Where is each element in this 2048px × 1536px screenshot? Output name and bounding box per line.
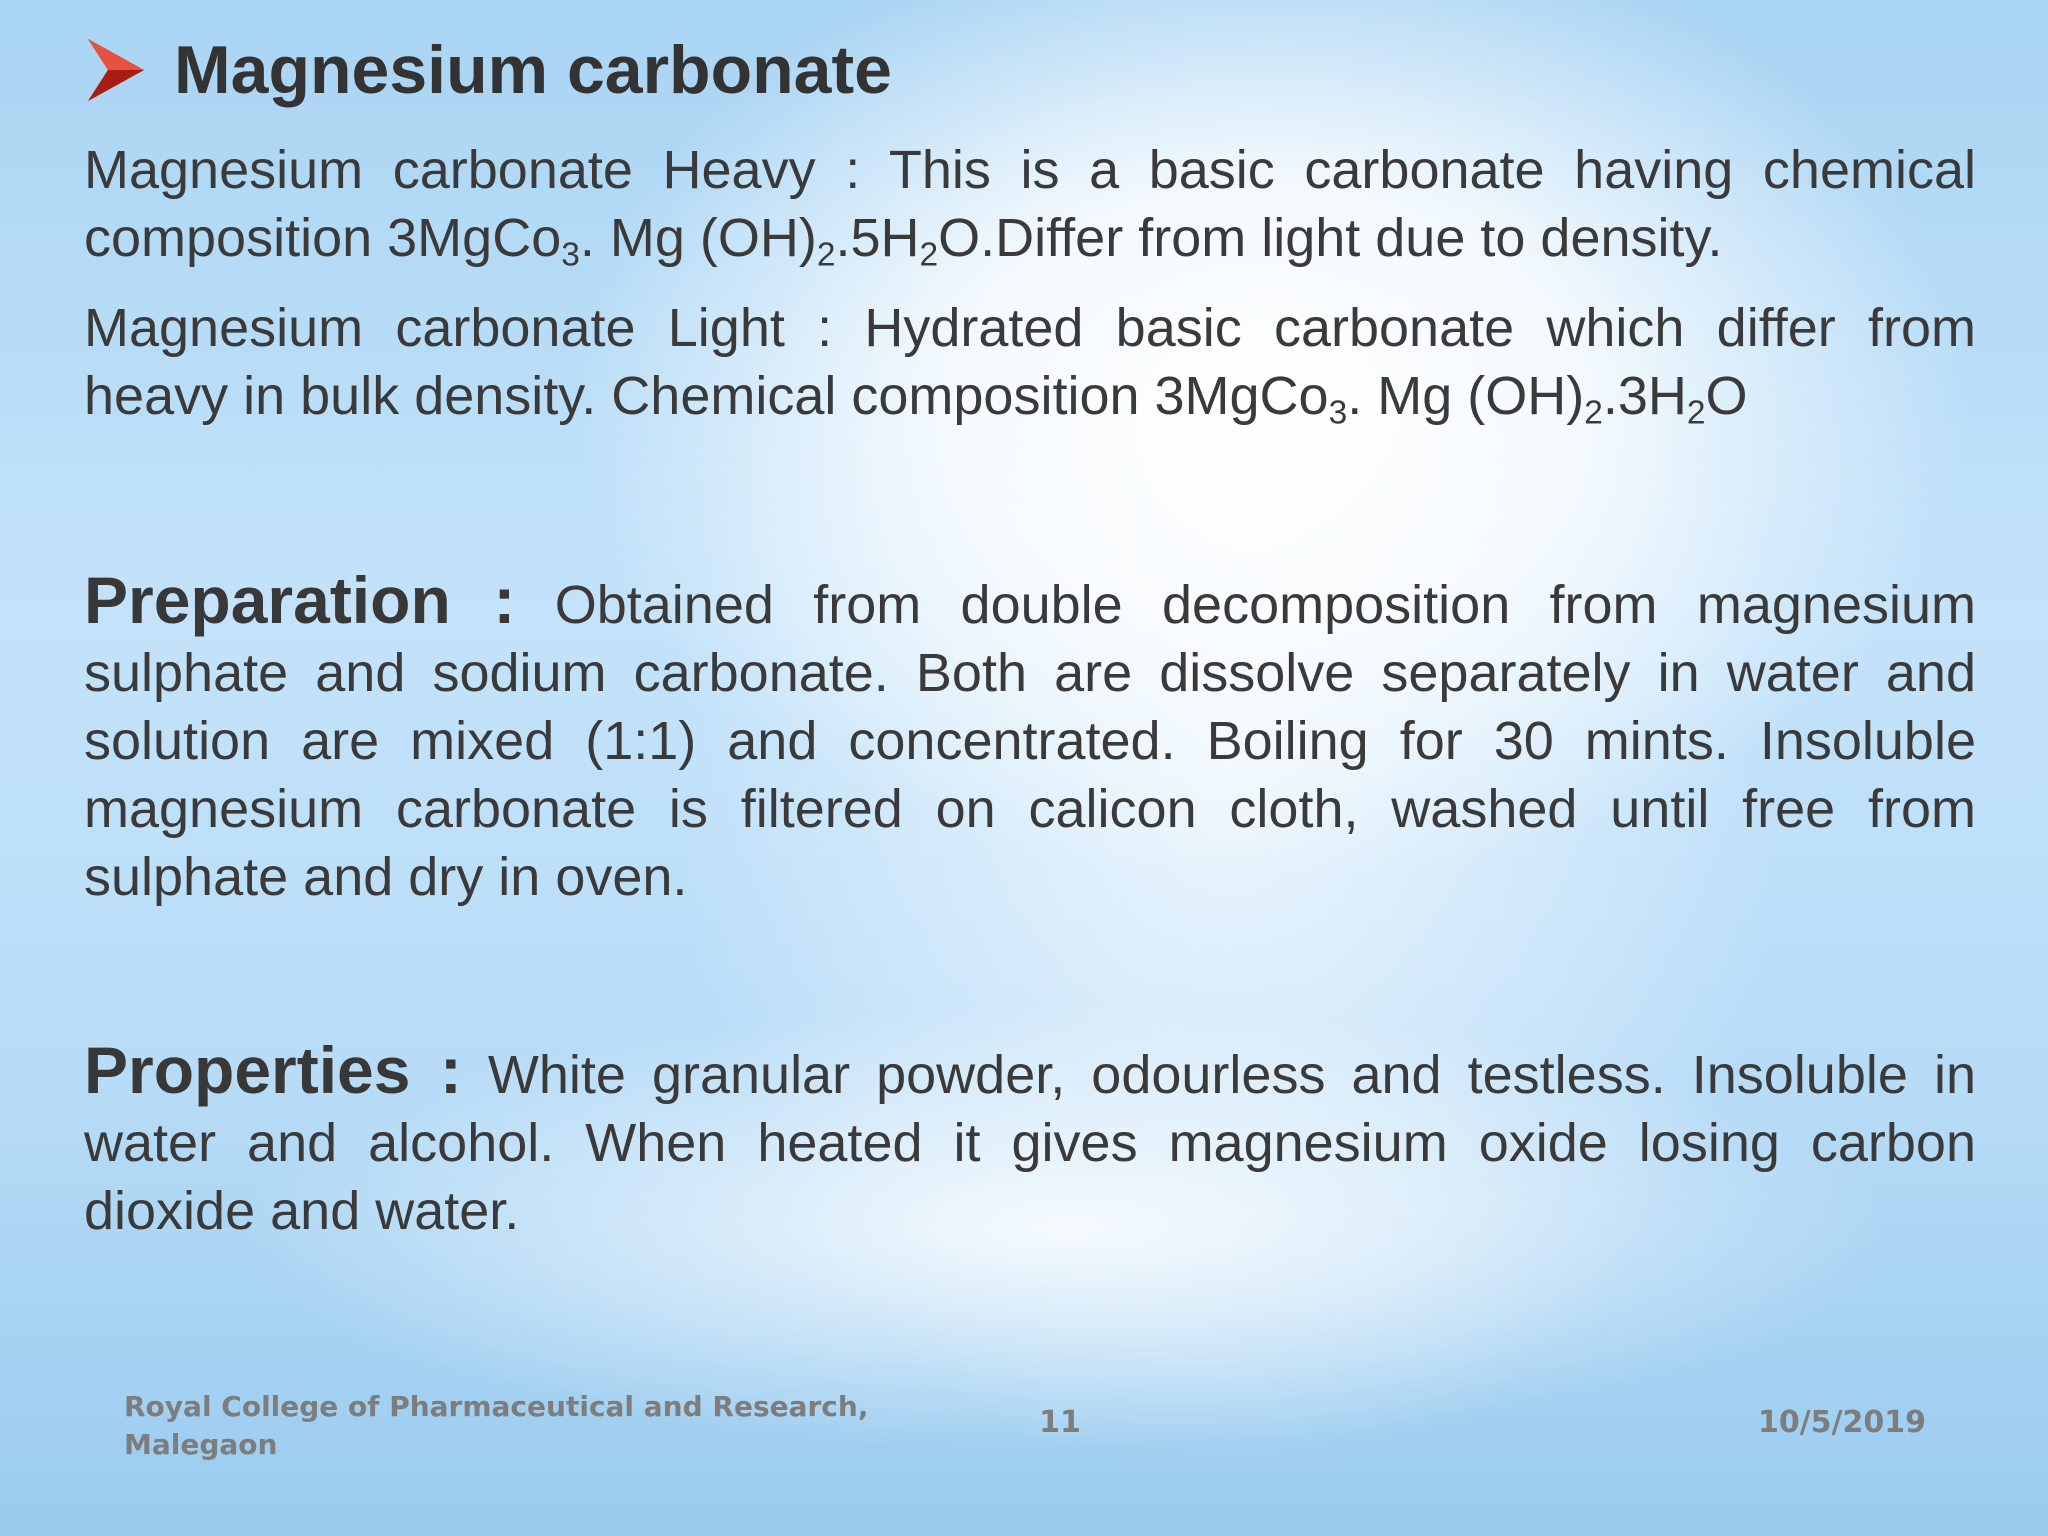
footer-date: 10/5/2019 bbox=[1757, 1405, 1926, 1440]
properties-heading: Properties : bbox=[84, 1033, 462, 1107]
properties-text: White granular powder, odourless and testless. Insoluble in water and alcohol. When heated it gives magnesium oxide losing carbon dioxide and water. bbox=[84, 1045, 1976, 1241]
light-description: Magnesium carbonate Light : Hydrated basic carbonate which differ from heavy in bulk density. Chemical composition 3MgCo$_3$. Mg $(OH)_2.3H_2O$ bbox=[84, 298, 1976, 432]
footer-page-number: 11 bbox=[1039, 1405, 1081, 1440]
heavy-description: Magnesium carbonate Heavy : This is a basic carbonate having chemical composition 3MgCo$_3$. Mg $(OH)_2.5H_2O.Differ$ from light due to density. bbox=[84, 140, 1976, 274]
footer-institution: Royal College of Pharmaceutical and Research, Malegaon bbox=[124, 1390, 869, 1461]
title-row bbox=[86, 30, 892, 110]
arrow-bullet-icon bbox=[86, 37, 146, 103]
properties-section bbox=[84, 1033, 1976, 1245]
preparation-text: Obtained from double decomposition from magnesium sulphate and sodium carbonate. Both are dissolve separately in water and solution are mixed (1:1) and concentrated. Boiling for 30 mints. Insoluble magnesium carbonate is filtered on calicon cloth, washed until free from sulphate and dry in oven. bbox=[84, 575, 1976, 907]
preparation-section bbox=[84, 563, 1976, 911]
preparation-heading: Preparation : bbox=[84, 563, 516, 637]
slide-title: Magnesium carbonate bbox=[174, 32, 892, 108]
